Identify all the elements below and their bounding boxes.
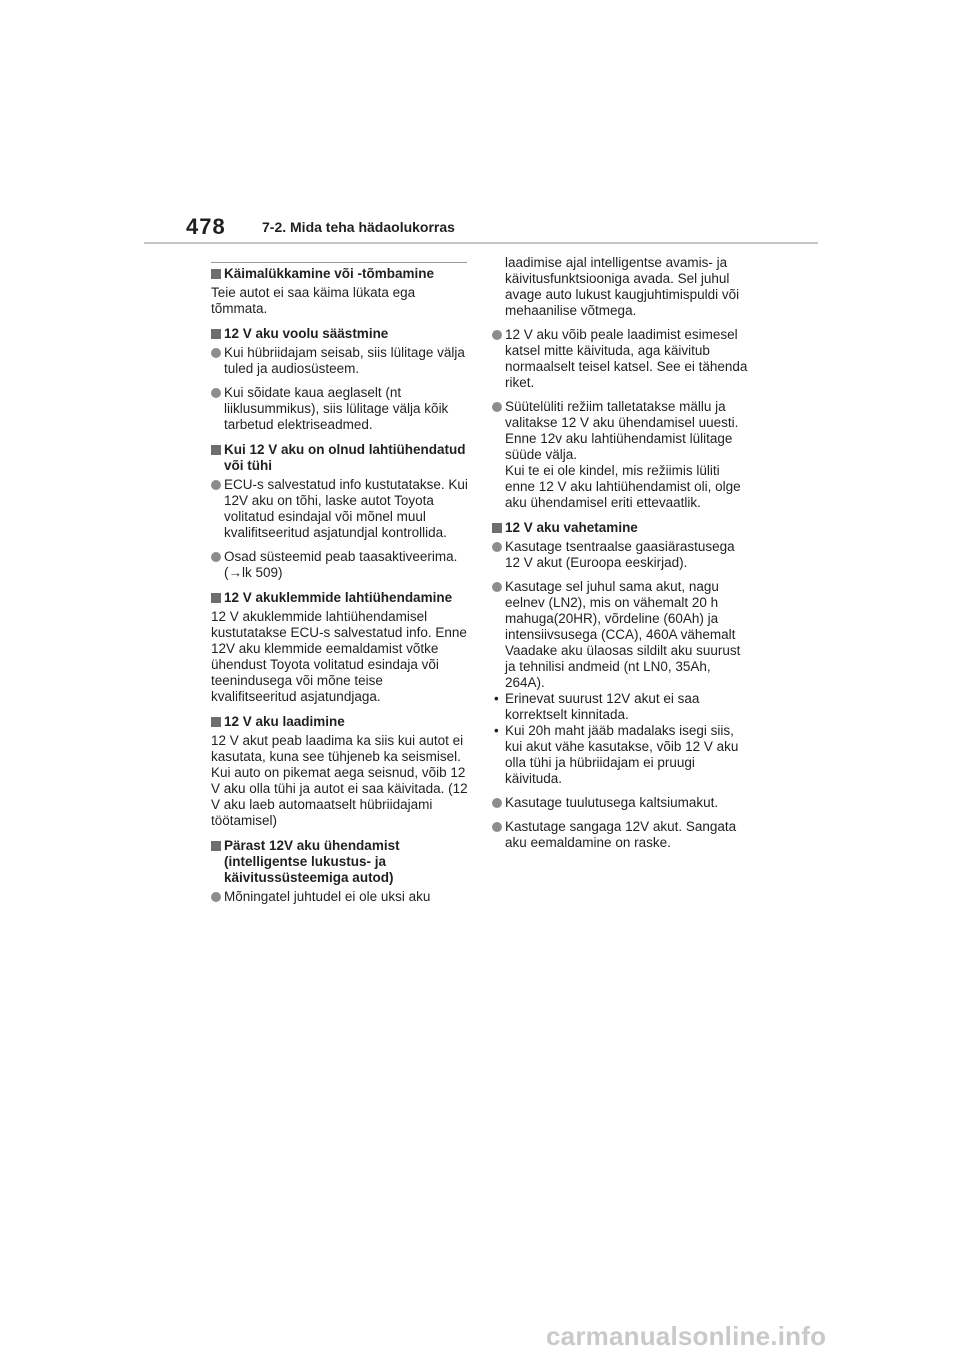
square-bullet-icon bbox=[211, 717, 221, 727]
square-bullet-icon bbox=[492, 523, 502, 533]
square-bullet-icon bbox=[211, 841, 221, 851]
circle-bullet-icon bbox=[211, 477, 224, 486]
circle-bullet-icon bbox=[492, 819, 505, 828]
circle-bullet-icon bbox=[492, 579, 505, 588]
square-bullet-icon bbox=[211, 269, 221, 279]
sub-list-item: • Kui 20h maht jääb madalaks isegi siis, kui akut vähe kasutakse, võib 12 V aku olla tühi ja hübriidajam ei pruugi käivituda. bbox=[494, 723, 739, 786]
list-item bbox=[211, 549, 469, 581]
list-item: Kasutage sel juhul sama akut, nagu eelnev (LN2), mis on vähemalt 20 h mahuga(20HR), võrdeline (60Ah) ja intensiivsusega (CCA), 460A vähemalt Vaadake aku ülaosas sildilt aku suurust ja tehnilisi andmeid (nt LN0, 35Ah, 264A). bbox=[492, 579, 750, 691]
list-item-continued: laadimise ajal intelligentse avamis- ja käivitusfunktsiooniga avada. Sel juhul avage auto lukust kaugjuhtimispuldi või mehaanilise võtmega. bbox=[505, 255, 740, 318]
heading-terminals: 12 V akuklemmide lahtiühendamine bbox=[211, 590, 469, 606]
heading-saving: 12 V aku voolu säästmine bbox=[211, 326, 469, 342]
heading-empty: Kui 12 V aku on olnud lahtiühendatud või tühi bbox=[211, 442, 469, 474]
column-top-rule bbox=[211, 262, 467, 263]
paragraph: 12 V akuklemmide lahtiühendamisel kustutatakse ECU-s salvestatud info. Enne 12V aku klemmide eemaldamist võtke ühendust Toyota volitatud esindaja või teenindusega või mõne teise kvalifitseeritud asjatundjaga. bbox=[211, 609, 467, 704]
circle-bullet-icon bbox=[492, 795, 505, 804]
paragraph: 12 V akut peab laadima ka siis kui autot ei kasutata, kuna see tühjeneb ka seismisel. Kui auto on pikemat aega seisnud, võib 12 V aku olla tühi ja autot ei saa käivitada. (12 V aku laeb automaatselt hübriidajami töötamisel) bbox=[211, 733, 468, 828]
list-item: Kui sõidate kaua aeglaselt (nt liiklusummikus), siis lülitage välja kõik tarbetud elektriseadmed. bbox=[211, 385, 469, 433]
list-item: Kasutage tsentraalse gaasiärastusega 12 V akut (Euroopa eeskirjad). bbox=[492, 539, 750, 571]
page-reference[interactable]: Osad süsteemid peab taasaktiveerima. (→lk 509) bbox=[224, 549, 458, 580]
left-column bbox=[211, 262, 469, 905]
watermark: carmanualsonline.info bbox=[546, 1321, 827, 1351]
dot-bullet-icon: • bbox=[494, 691, 499, 706]
list-item: ECU-s salvestatud info kustutatakse. Kui 12V aku on tõhi, laske autot Toyota volitatud esindajal või mõnel muul kvalifitseeritud asjatundjal kontrollida. bbox=[211, 477, 469, 541]
section-title: 7-2. Mida teha hädaolukorras bbox=[262, 219, 455, 235]
page-number: 478 bbox=[186, 214, 226, 239]
circle-bullet-icon bbox=[211, 549, 224, 558]
heading-after-connect: Pärast 12V aku ühendamist (intelligentse lukustus- ja käivitussüsteemiga autod) bbox=[211, 838, 469, 886]
list-item: 12 V aku võib peale laadimist esimesel katsel mitte käivituda, aga käivitub normaalselt teisel katsel. See ei tähenda riket. bbox=[492, 327, 750, 391]
list-item: Süütelüliti režiim talletatakse mällu ja valitakse 12 V aku ühendamisel uuesti. Enne 12v aku lahtiühendamist lülitage süüde välja. Kui te ei ole kindel, mis režiimis lüliti enne 12 V aku lahtiühendamist oli, olge aku ühendamisel eriti ettevaatlik. bbox=[492, 399, 750, 511]
heading-replace: 12 V aku vahetamine bbox=[492, 520, 750, 536]
right-column bbox=[492, 255, 750, 851]
sub-list-item: • Erinevat suurust 12V akut ei saa korrektselt kinnitada. bbox=[494, 691, 700, 722]
list-item: Kastutage sangaga 12V akut. Sangata aku eemaldamine on raske. bbox=[492, 819, 750, 851]
square-bullet-icon bbox=[211, 593, 221, 603]
circle-bullet-icon bbox=[211, 889, 224, 898]
square-bullet-icon bbox=[211, 329, 221, 339]
heading-charging: 12 V aku laadimine bbox=[211, 714, 469, 730]
circle-bullet-icon bbox=[492, 539, 505, 548]
square-bullet-icon bbox=[211, 445, 221, 455]
header-rule bbox=[144, 242, 818, 244]
heading-start: Käimalükkamine või -tõmbamine bbox=[211, 266, 469, 282]
list-item: Kasutage tuulutusega kaltsiumakut. bbox=[492, 795, 750, 811]
circle-bullet-icon bbox=[492, 327, 505, 336]
circle-bullet-icon bbox=[211, 345, 224, 354]
paragraph: Teie autot ei saa käima lükata ega tõmmata. bbox=[211, 285, 416, 316]
list-item: Kui hübriidajam seisab, siis lülitage välja tuled ja audiosüsteem. bbox=[211, 345, 469, 377]
list-item: Mõningatel juhtudel ei ole uksi aku bbox=[211, 889, 469, 905]
dot-bullet-icon: • bbox=[494, 723, 499, 738]
circle-bullet-icon bbox=[492, 399, 505, 408]
circle-bullet-icon bbox=[211, 385, 224, 394]
